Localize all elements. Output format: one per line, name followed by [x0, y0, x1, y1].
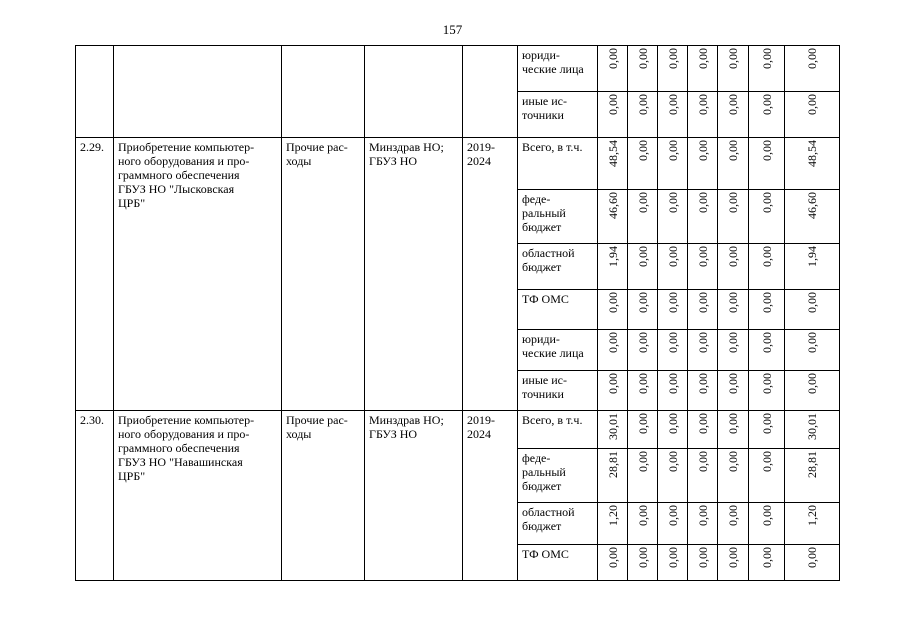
cell-amount — [658, 46, 688, 92]
amount-value: 0,00 — [805, 373, 819, 394]
amount-value: 0,00 — [759, 451, 774, 472]
cell-amount — [688, 503, 718, 545]
cell-amount — [628, 411, 658, 449]
amount-value: 0,00 — [695, 140, 710, 161]
amount-value: 0,00 — [665, 292, 680, 313]
cell-amount — [688, 190, 718, 244]
cell-amount — [688, 138, 718, 190]
cell-amount — [658, 190, 688, 244]
amount-value: 0,00 — [759, 547, 774, 568]
cell-amount — [688, 290, 718, 330]
cell-amount — [628, 449, 658, 503]
cell-amount — [718, 190, 749, 244]
amount-value: 0,00 — [605, 547, 620, 568]
cell-funding-source: юриди- ческие лица — [518, 46, 598, 92]
cell-amount — [658, 92, 688, 138]
cell-amount — [598, 449, 628, 503]
cell-amount — [658, 330, 688, 371]
amount-value: 0,00 — [726, 192, 740, 213]
cell-expense: Прочие рас- ходы — [282, 138, 365, 411]
amount-value: 0,00 — [759, 140, 774, 161]
cell-funding-source: областной бюджет — [518, 503, 598, 545]
cell-amount — [718, 503, 749, 545]
cell-amount — [718, 244, 749, 290]
amount-value: 30,01 — [605, 413, 620, 440]
amount-value: 28,81 — [805, 451, 819, 478]
cell-amount — [718, 449, 749, 503]
cell-amount — [749, 92, 785, 138]
cell-amount — [749, 411, 785, 449]
cell-amount — [718, 290, 749, 330]
cell-funding-source: юриди- ческие лица — [518, 330, 598, 371]
cell-amount — [598, 138, 628, 190]
cell-amount — [598, 290, 628, 330]
amount-value: 0,00 — [635, 373, 650, 394]
amount-value: 0,00 — [726, 547, 740, 568]
cell-amount — [785, 371, 840, 411]
amount-value: 0,00 — [665, 547, 680, 568]
amount-value: 0,00 — [665, 48, 680, 69]
amount-value: 0,00 — [695, 451, 710, 472]
cell-executor: Минздрав НО; ГБУЗ НО — [365, 138, 463, 411]
cell-amount — [785, 330, 840, 371]
cell-amount — [688, 411, 718, 449]
amount-value: 1,20 — [605, 505, 620, 526]
cell-amount — [688, 244, 718, 290]
budget-table — [75, 45, 840, 581]
cell-number: 2.29. — [76, 138, 114, 411]
cell-amount — [785, 449, 840, 503]
cell-amount — [628, 371, 658, 411]
cell-amount — [718, 330, 749, 371]
cell-amount — [628, 330, 658, 371]
cell-funding-source: Всего, в т.ч. — [518, 411, 598, 449]
amount-value: 0,00 — [726, 413, 740, 434]
cell-amount — [785, 411, 840, 449]
amount-value: 0,00 — [805, 332, 819, 353]
amount-value: 0,00 — [665, 413, 680, 434]
cell-amount — [598, 46, 628, 92]
cell-executor: Минздрав НО; ГБУЗ НО — [365, 411, 463, 581]
amount-value: 1,94 — [805, 246, 819, 267]
cell-amount — [688, 46, 718, 92]
cell-amount — [688, 330, 718, 371]
cell-amount — [628, 503, 658, 545]
amount-value: 0,00 — [805, 94, 819, 115]
cell-amount — [749, 190, 785, 244]
amount-value: 0,00 — [695, 373, 710, 394]
cell-amount — [628, 46, 658, 92]
amount-value: 0,00 — [726, 140, 740, 161]
cell-amount — [718, 371, 749, 411]
amount-value: 0,00 — [805, 547, 819, 568]
cell-amount — [785, 190, 840, 244]
cell-amount — [749, 46, 785, 92]
cell-name: Приобретение компьютер- ного оборудования и про- граммного обеспечения ГБУЗ НО "Навашинская ЦРБ" — [114, 411, 282, 581]
cell-funding-source: феде- ральный бюджет — [518, 449, 598, 503]
amount-value: 0,00 — [726, 505, 740, 526]
cell-funding-source: Всего, в т.ч. — [518, 138, 598, 190]
cell-amount — [718, 545, 749, 581]
page-number: 157 — [442, 22, 463, 37]
cell-amount — [785, 244, 840, 290]
cell-amount — [749, 330, 785, 371]
amount-value: 0,00 — [726, 451, 740, 472]
amount-value: 0,00 — [726, 246, 740, 267]
table-row — [76, 138, 840, 190]
cell-amount — [749, 449, 785, 503]
cell-funding-source: феде- ральный бюджет — [518, 190, 598, 244]
cell-amount — [628, 290, 658, 330]
cell-name: Приобретение компьютер- ного оборудования и про- граммного обеспечения ГБУЗ НО "Лысковская ЦРБ" — [114, 138, 282, 411]
amount-value: 0,00 — [665, 192, 680, 213]
cell-amount — [749, 545, 785, 581]
amount-value: 0,00 — [759, 292, 774, 313]
cell-funding-source: областной бюджет — [518, 244, 598, 290]
amount-value: 48,54 — [605, 140, 620, 167]
cell-amount — [628, 244, 658, 290]
table-row — [76, 411, 840, 449]
cell-period: 2019- 2024 — [463, 138, 518, 411]
amount-value: 0,00 — [726, 373, 740, 394]
amount-value: 0,00 — [635, 292, 650, 313]
cell-period: 2019- 2024 — [463, 411, 518, 581]
amount-value: 0,00 — [635, 140, 650, 161]
cell-amount — [598, 545, 628, 581]
amount-value: 46,60 — [805, 192, 819, 219]
amount-value: 0,00 — [805, 292, 819, 313]
amount-value: 0,00 — [665, 94, 680, 115]
cell-funding-source: иные ис- точники — [518, 92, 598, 138]
cell-amount — [785, 290, 840, 330]
amount-value: 0,00 — [759, 332, 774, 353]
cell-period-continued — [463, 46, 518, 138]
amount-value: 0,00 — [635, 451, 650, 472]
amount-value: 0,00 — [726, 94, 740, 115]
table-body — [76, 46, 840, 581]
amount-value: 0,00 — [665, 451, 680, 472]
cell-amount — [749, 371, 785, 411]
cell-amount — [628, 138, 658, 190]
amount-value: 30,01 — [805, 413, 819, 440]
cell-amount — [718, 46, 749, 92]
cell-amount — [658, 371, 688, 411]
cell-amount — [658, 411, 688, 449]
cell-amount — [658, 290, 688, 330]
cell-amount — [598, 330, 628, 371]
cell-amount — [688, 545, 718, 581]
amount-value: 1,94 — [605, 246, 620, 267]
amount-value: 0,00 — [695, 547, 710, 568]
cell-amount — [785, 92, 840, 138]
amount-value: 0,00 — [695, 48, 710, 69]
amount-value: 0,00 — [726, 48, 740, 69]
cell-amount — [785, 138, 840, 190]
amount-value: 0,00 — [635, 505, 650, 526]
cell-amount — [628, 92, 658, 138]
cell-amount — [718, 411, 749, 449]
cell-amount — [598, 190, 628, 244]
amount-value: 0,00 — [759, 48, 774, 69]
cell-amount — [598, 244, 628, 290]
cell-amount — [658, 545, 688, 581]
amount-value: 0,00 — [635, 547, 650, 568]
amount-value: 0,00 — [605, 292, 620, 313]
amount-value: 0,00 — [695, 292, 710, 313]
amount-value: 0,00 — [695, 332, 710, 353]
cell-amount — [688, 92, 718, 138]
cell-amount — [628, 190, 658, 244]
cell-amount — [598, 503, 628, 545]
amount-value: 0,00 — [726, 292, 740, 313]
cell-executor-continued — [365, 46, 463, 138]
table-row — [76, 46, 840, 92]
cell-amount — [718, 92, 749, 138]
amount-value: 1,20 — [805, 505, 819, 526]
cell-number: 2.30. — [76, 411, 114, 581]
amount-value: 0,00 — [635, 332, 650, 353]
amount-value: 0,00 — [695, 246, 710, 267]
amount-value: 0,00 — [665, 140, 680, 161]
amount-value: 0,00 — [635, 192, 650, 213]
cell-amount — [628, 545, 658, 581]
cell-expense-continued — [282, 46, 365, 138]
cell-funding-source: ТФ ОМС — [518, 290, 598, 330]
amount-value: 0,00 — [759, 246, 774, 267]
amount-value: 46,60 — [605, 192, 620, 219]
amount-value: 0,00 — [605, 373, 620, 394]
amount-value: 0,00 — [635, 246, 650, 267]
amount-value: 0,00 — [635, 94, 650, 115]
cell-amount — [658, 449, 688, 503]
cell-amount — [718, 138, 749, 190]
cell-amount — [749, 244, 785, 290]
amount-value: 0,00 — [759, 505, 774, 526]
cell-funding-source: ТФ ОМС — [518, 545, 598, 581]
amount-value: 0,00 — [605, 48, 620, 69]
cell-amount — [749, 503, 785, 545]
amount-value: 48,54 — [805, 140, 819, 167]
cell-amount — [658, 503, 688, 545]
cell-name-continued — [114, 46, 282, 138]
amount-value: 0,00 — [695, 94, 710, 115]
amount-value: 0,00 — [635, 413, 650, 434]
amount-value: 28,81 — [605, 451, 620, 478]
amount-value: 0,00 — [759, 192, 774, 213]
amount-value: 0,00 — [759, 373, 774, 394]
cell-amount — [688, 371, 718, 411]
cell-amount — [598, 92, 628, 138]
amount-value: 0,00 — [665, 373, 680, 394]
amount-value: 0,00 — [759, 94, 774, 115]
cell-amount — [598, 411, 628, 449]
cell-amount — [785, 503, 840, 545]
cell-funding-source: иные ис- точники — [518, 371, 598, 411]
amount-value: 0,00 — [759, 413, 774, 434]
cell-number-continued — [76, 46, 114, 138]
amount-value: 0,00 — [695, 413, 710, 434]
cell-amount — [749, 290, 785, 330]
amount-value: 0,00 — [605, 332, 620, 353]
amount-value: 0,00 — [695, 192, 710, 213]
cell-expense: Прочие рас- ходы — [282, 411, 365, 581]
cell-amount — [658, 244, 688, 290]
amount-value: 0,00 — [635, 48, 650, 69]
amount-value: 0,00 — [726, 332, 740, 353]
amount-value: 0,00 — [665, 505, 680, 526]
amount-value: 0,00 — [805, 48, 819, 69]
amount-value: 0,00 — [665, 332, 680, 353]
amount-value: 0,00 — [605, 94, 620, 115]
cell-amount — [785, 545, 840, 581]
cell-amount — [658, 138, 688, 190]
amount-value: 0,00 — [665, 246, 680, 267]
cell-amount — [785, 46, 840, 92]
amount-value: 0,00 — [695, 505, 710, 526]
cell-amount — [688, 449, 718, 503]
cell-amount — [749, 138, 785, 190]
cell-amount — [598, 371, 628, 411]
